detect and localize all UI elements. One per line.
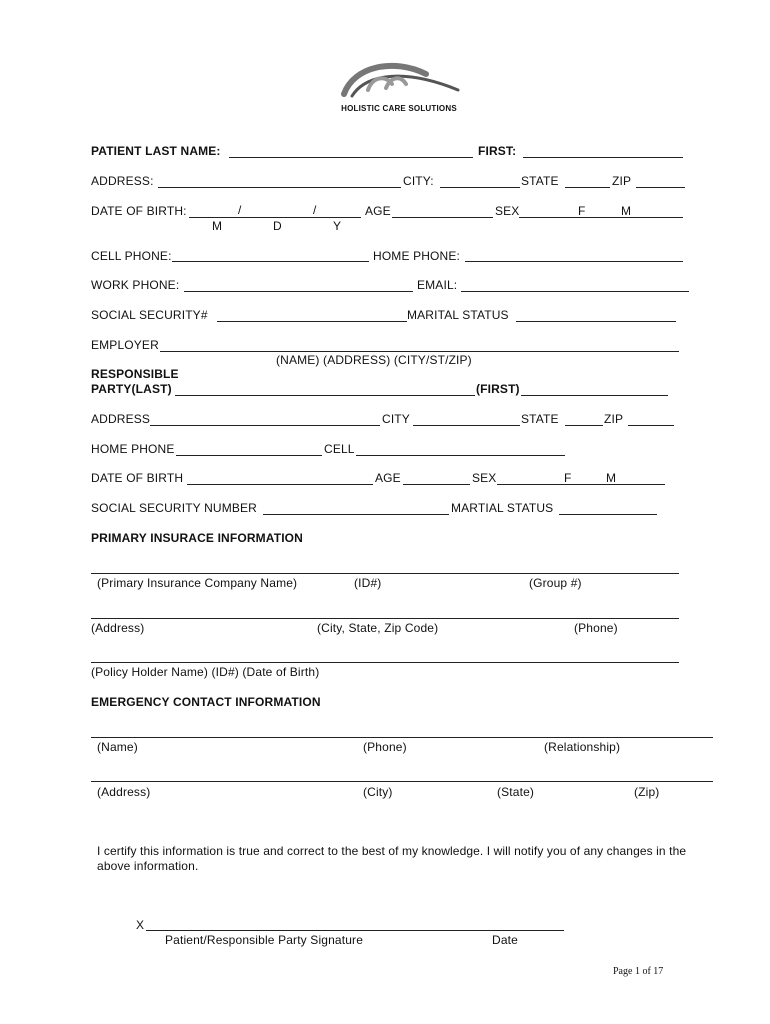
insurance-policy-holder-field[interactable] bbox=[91, 662, 679, 663]
responsible-first-name-field[interactable] bbox=[521, 395, 668, 396]
responsible-party-last-label: PARTY(LAST) bbox=[91, 382, 172, 396]
insurance-address-field[interactable] bbox=[91, 618, 679, 619]
patient-home-phone-label: HOME PHONE: bbox=[373, 249, 460, 263]
responsible-address-label: ADDRESS bbox=[91, 412, 151, 426]
logo-swoosh-icon bbox=[334, 60, 464, 102]
patient-zip-field[interactable] bbox=[636, 187, 685, 188]
patient-sex-female-option[interactable]: F bbox=[578, 204, 586, 218]
patient-last-name-label: PATIENT LAST NAME: bbox=[91, 144, 221, 158]
patient-address-label: ADDRESS: bbox=[91, 174, 154, 188]
patient-first-name-field[interactable] bbox=[523, 157, 683, 158]
patient-age-field[interactable] bbox=[392, 217, 493, 218]
patient-work-phone-field[interactable] bbox=[184, 291, 413, 292]
patient-employer-label: EMPLOYER bbox=[91, 338, 159, 352]
insurance-address-hint: (Address) bbox=[91, 621, 145, 635]
patient-sex-male-option[interactable]: M bbox=[621, 204, 632, 218]
responsible-party-heading: RESPONSIBLE bbox=[91, 367, 179, 381]
responsible-dob-field[interactable] bbox=[187, 484, 373, 485]
responsible-address-field[interactable] bbox=[150, 425, 380, 426]
responsible-state-label: STATE bbox=[521, 412, 559, 426]
patient-sex-label: SEX bbox=[495, 204, 520, 218]
patient-ssn-label: SOCIAL SECURITY# bbox=[91, 308, 208, 322]
emergency-heading: EMERGENCY CONTACT INFORMATION bbox=[91, 695, 321, 709]
insurance-company-hint: (Primary Insurance Company Name) bbox=[97, 576, 298, 590]
logo-company-name: HOLISTIC CARE SOLUTIONS bbox=[341, 104, 457, 113]
signature-date-label: Date bbox=[492, 933, 518, 947]
patient-cell-phone-label: CELL PHONE: bbox=[91, 249, 172, 263]
patient-home-phone-field[interactable] bbox=[465, 261, 683, 262]
patient-state-field[interactable] bbox=[565, 187, 610, 188]
responsible-city-label: CITY bbox=[382, 412, 410, 426]
responsible-last-name-field[interactable] bbox=[175, 395, 475, 396]
patient-state-label: STATE bbox=[521, 174, 559, 188]
patient-marital-field[interactable] bbox=[516, 321, 676, 322]
certify-statement-line-2: above information. bbox=[97, 859, 199, 873]
responsible-sex-label: SEX bbox=[472, 471, 497, 485]
dob-month-hint: M bbox=[212, 219, 223, 233]
patient-sex-field[interactable] bbox=[519, 217, 683, 218]
signature-label: Patient/Responsible Party Signature bbox=[165, 933, 364, 947]
responsible-sex-field[interactable] bbox=[497, 484, 665, 485]
patient-zip-label: ZIP bbox=[612, 174, 632, 188]
employer-field-hint: (NAME) (ADDRESS) (CITY/ST/ZIP) bbox=[276, 353, 472, 367]
dob-day-hint: D bbox=[273, 219, 282, 233]
patient-employer-field[interactable] bbox=[160, 351, 679, 352]
page-number: Page 1 of 17 bbox=[613, 966, 664, 977]
patient-address-field[interactable] bbox=[158, 187, 401, 188]
emergency-address-hint: (Address) bbox=[97, 785, 151, 799]
patient-dob-field[interactable] bbox=[189, 217, 361, 218]
emergency-name-field[interactable] bbox=[91, 737, 713, 738]
certify-statement-line-1: I certify this information is true and correct to the best of my knowledge. I will notify you of any changes in the bbox=[97, 844, 687, 858]
insurance-heading: PRIMARY INSURACE INFORMATION bbox=[91, 531, 303, 545]
patient-city-field[interactable] bbox=[440, 187, 520, 188]
patient-dob-label: DATE OF BIRTH: bbox=[91, 204, 187, 218]
responsible-home-phone-label: HOME PHONE bbox=[91, 442, 175, 456]
responsible-first-label: (FIRST) bbox=[476, 382, 520, 396]
responsible-ssn-field[interactable] bbox=[263, 514, 449, 515]
signature-x-mark: X bbox=[136, 918, 145, 932]
responsible-state-field[interactable] bbox=[565, 425, 603, 426]
signature-field[interactable] bbox=[146, 930, 564, 931]
emergency-relationship-hint: (Relationship) bbox=[544, 740, 621, 754]
insurance-phone-hint: (Phone) bbox=[574, 621, 618, 635]
emergency-phone-hint: (Phone) bbox=[363, 740, 407, 754]
patient-cell-phone-field[interactable] bbox=[172, 261, 369, 262]
responsible-cell-label: CELL bbox=[324, 442, 355, 456]
responsible-ssn-label: SOCIAL SECURITY NUMBER bbox=[91, 501, 257, 515]
emergency-address-field[interactable] bbox=[91, 781, 713, 782]
patient-age-label: AGE bbox=[365, 204, 391, 218]
insurance-id-hint: (ID#) bbox=[354, 576, 382, 590]
emergency-zip-hint: (Zip) bbox=[634, 785, 660, 799]
patient-email-field[interactable] bbox=[461, 291, 689, 292]
patient-ssn-field[interactable] bbox=[217, 321, 407, 322]
patient-city-label: CITY: bbox=[403, 174, 434, 188]
dob-year-hint: Y bbox=[333, 219, 342, 233]
responsible-marital-label: MARTIAL STATUS bbox=[451, 501, 554, 515]
dob-separator-1: / bbox=[238, 203, 242, 217]
patient-work-phone-label: WORK PHONE: bbox=[91, 278, 180, 292]
responsible-city-field[interactable] bbox=[413, 425, 520, 426]
emergency-state-hint: (State) bbox=[497, 785, 535, 799]
patient-email-label: EMAIL: bbox=[417, 278, 458, 292]
patient-marital-label: MARITAL STATUS bbox=[407, 308, 509, 322]
insurance-city-state-zip-hint: (City, State, Zip Code) bbox=[317, 621, 439, 635]
responsible-marital-field[interactable] bbox=[559, 514, 657, 515]
emergency-city-hint: (City) bbox=[363, 785, 393, 799]
emergency-name-hint: (Name) bbox=[97, 740, 138, 754]
responsible-age-label: AGE bbox=[375, 471, 401, 485]
insurance-group-hint: (Group #) bbox=[529, 576, 582, 590]
dob-separator-2: / bbox=[313, 203, 317, 217]
responsible-zip-label: ZIP bbox=[604, 412, 624, 426]
responsible-sex-female-option[interactable]: F bbox=[564, 471, 572, 485]
insurance-company-field[interactable] bbox=[91, 573, 679, 574]
patient-first-name-label: FIRST: bbox=[478, 144, 517, 158]
company-logo bbox=[334, 60, 464, 118]
responsible-zip-field[interactable] bbox=[628, 425, 674, 426]
responsible-dob-label: DATE OF BIRTH bbox=[91, 471, 184, 485]
responsible-age-field[interactable] bbox=[403, 484, 470, 485]
responsible-home-phone-field[interactable] bbox=[176, 455, 322, 456]
patient-last-name-field[interactable] bbox=[229, 157, 473, 158]
responsible-cell-field[interactable] bbox=[356, 455, 565, 456]
insurance-policy-holder-hint: (Policy Holder Name) (ID#) (Date of Birth) bbox=[91, 665, 320, 679]
responsible-sex-male-option[interactable]: M bbox=[606, 471, 617, 485]
